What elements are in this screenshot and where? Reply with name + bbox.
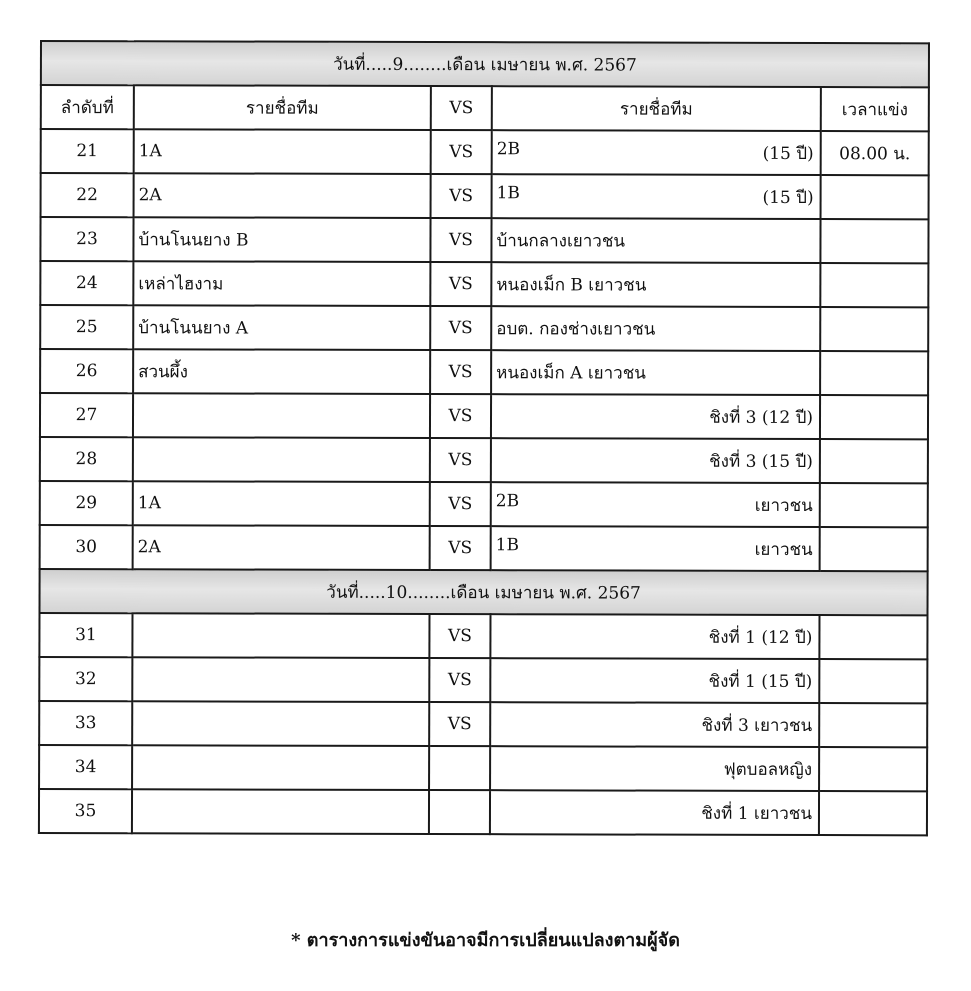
team-a-name <box>132 789 429 834</box>
team-b-name: 1B <box>496 182 520 203</box>
team-b-category: ชิงที่ 3 (15 ปี) <box>709 451 813 472</box>
team-b-cell <box>491 482 820 527</box>
team-b-category: เยาวชน <box>754 495 813 516</box>
vs-label: VS <box>431 130 492 174</box>
table-row <box>40 437 928 483</box>
team-a-name <box>132 613 429 658</box>
match-schedule-table <box>38 40 930 836</box>
match-time <box>820 527 928 571</box>
table-row <box>39 745 927 791</box>
table-row <box>39 789 927 835</box>
team-a-name: 2A <box>133 525 430 570</box>
team-a-name <box>133 393 430 438</box>
match-number: 26 <box>40 349 133 393</box>
date-heading-row-day2 <box>39 569 927 615</box>
team-b-name: 2B <box>496 138 521 159</box>
match-time: 08.00 น. <box>821 131 929 175</box>
team-a-name: บ้านโนนยาง B <box>133 217 430 262</box>
header-no: ลำดับที่ <box>41 85 134 129</box>
team-b-cell <box>491 306 820 351</box>
table-row <box>40 393 928 439</box>
match-time <box>819 659 927 703</box>
team-a-name: สวนผึ้ง <box>133 349 430 394</box>
table-row <box>41 173 929 219</box>
match-number: 28 <box>40 437 133 481</box>
vs-label: VS <box>430 218 491 262</box>
match-number: 33 <box>39 701 132 745</box>
match-number: 23 <box>40 217 133 261</box>
team-b-cell <box>491 438 820 483</box>
team-b-name: บ้านกลางเยาวชน <box>496 230 626 252</box>
team-a-name <box>133 437 430 482</box>
team-b-cell <box>491 262 820 307</box>
table-row <box>40 261 928 307</box>
team-a-name: เหล่าไฮงาม <box>133 261 430 306</box>
team-b-cell <box>492 130 821 175</box>
team-b-cell <box>490 790 819 835</box>
header-row <box>41 85 929 131</box>
match-time <box>820 263 928 307</box>
match-time <box>820 395 928 439</box>
team-b-cell <box>490 658 819 703</box>
vs-label: VS <box>430 262 491 306</box>
date-heading-row-day1 <box>41 41 929 87</box>
match-time <box>820 351 928 395</box>
match-number: 30 <box>40 525 133 569</box>
match-time <box>819 747 927 791</box>
team-b-cell <box>490 702 819 747</box>
team-b-category: ฟุตบอลหญิง <box>723 759 813 780</box>
vs-label: VS <box>429 702 490 746</box>
team-b-category: ชิงที่ 1 (12 ปี) <box>708 627 813 648</box>
match-number: 34 <box>39 745 132 789</box>
team-b-category: ชิงที่ 1 (15 ปี) <box>708 671 813 692</box>
team-b-cell <box>490 614 819 659</box>
team-b-cell <box>490 746 819 791</box>
team-a-name: บ้านโนนยาง A <box>133 305 430 350</box>
vs-label: VS <box>430 394 491 438</box>
vs-label: VS <box>430 306 491 350</box>
team-a-name: 1A <box>133 481 430 526</box>
match-number: 31 <box>39 613 132 657</box>
team-b-cell <box>492 174 821 219</box>
header-time: เวลาแข่ง <box>821 87 929 131</box>
vs-label <box>429 746 490 790</box>
team-a-name: 1A <box>134 129 431 174</box>
team-b-cell <box>491 394 820 439</box>
date-heading-day1: วันที่.....9........เดือน เมษายน พ.ศ. 2567 <box>41 41 929 87</box>
vs-label: VS <box>429 614 490 658</box>
table-row <box>41 129 929 175</box>
team-b-name: อบต. กองช่างเยาวชน <box>496 318 656 340</box>
table-row <box>39 657 927 703</box>
team-b-cell <box>491 526 820 571</box>
header-team1: รายชื่อทีม <box>134 85 431 130</box>
header-team2: รายชื่อทีม <box>492 86 821 131</box>
vs-label: VS <box>430 526 491 570</box>
vs-label: VS <box>431 174 492 218</box>
table-row <box>40 305 928 351</box>
team-b-category: (15 ปี) <box>762 143 814 164</box>
team-b-name: 2B <box>495 490 520 511</box>
vs-label: VS <box>430 438 491 482</box>
table-row <box>40 349 928 395</box>
match-time <box>819 703 927 747</box>
vs-label: VS <box>430 482 491 526</box>
team-b-category: (15 ปี) <box>762 187 814 208</box>
footnote: * ตารางการแข่งขันอาจมีการเปลี่ยนแปลงตามผู้จัด <box>291 930 680 951</box>
team-a-name <box>132 657 429 702</box>
team-b-cell <box>491 218 820 263</box>
vs-label <box>429 790 490 834</box>
team-a-name <box>132 701 429 746</box>
match-number: 32 <box>39 657 132 701</box>
team-b-category: ชิงที่ 3 เยาวชน <box>701 715 813 736</box>
match-time <box>820 483 928 527</box>
match-number: 24 <box>40 261 133 305</box>
vs-label: VS <box>429 658 490 702</box>
match-time <box>820 307 928 351</box>
match-number: 27 <box>40 393 133 437</box>
match-number: 22 <box>41 173 134 217</box>
team-b-category: ชิงที่ 3 (12 ปี) <box>709 407 814 428</box>
match-time <box>819 791 927 835</box>
match-time <box>820 219 928 263</box>
team-b-category: เยาวชน <box>754 539 813 560</box>
header-vs: VS <box>431 86 492 130</box>
match-time <box>819 615 927 659</box>
match-number: 29 <box>40 481 133 525</box>
team-b-category: ชิงที่ 1 เยาวชน <box>701 803 813 824</box>
table-row <box>39 613 927 659</box>
table-row <box>40 481 928 527</box>
table-row <box>40 525 928 571</box>
match-number: 35 <box>39 789 132 833</box>
team-b-name: หนองเม็ก B เยาวชน <box>496 274 647 296</box>
team-b-cell <box>491 350 820 395</box>
table-row <box>40 217 928 263</box>
vs-label: VS <box>430 350 491 394</box>
table-row <box>39 701 927 747</box>
date-heading-day2: วันที่.....10........เดือน เมษายน พ.ศ. 2567 <box>39 569 927 615</box>
match-number: 25 <box>40 305 133 349</box>
match-time <box>821 175 929 219</box>
team-b-name: 1B <box>495 534 520 555</box>
team-a-name: 2A <box>134 173 431 218</box>
team-b-name: หนองเม็ก A เยาวชน <box>496 362 646 384</box>
match-time <box>820 439 928 483</box>
team-a-name <box>132 745 429 790</box>
match-number: 21 <box>41 129 134 173</box>
